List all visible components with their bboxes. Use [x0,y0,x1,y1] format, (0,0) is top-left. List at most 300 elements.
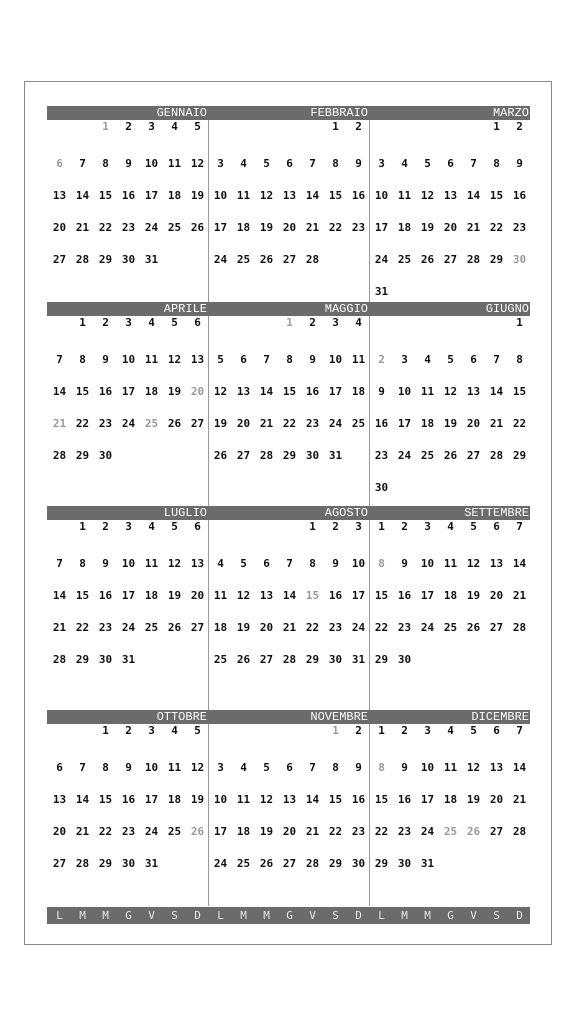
day-cell[interactable]: 11 [351,353,366,366]
day-cell[interactable]: 29 [374,653,389,666]
day-cell[interactable]: 4 [171,724,178,737]
day-cell[interactable]: 5 [263,761,270,774]
day-cell[interactable]: 19 [167,385,182,398]
day-cell[interactable]: 21 [512,793,527,806]
day-cell[interactable]: 14 [75,793,90,806]
day-cell[interactable]: 24 [121,417,136,430]
day-cell[interactable]: 22 [305,621,320,634]
day-cell[interactable]: 26 [466,825,481,838]
day-cell[interactable]: 18 [213,621,228,634]
day-cell[interactable]: 14 [282,589,297,602]
day-cell[interactable]: 1 [378,724,385,737]
day-cell[interactable]: 3 [355,520,362,533]
day-cell[interactable]: 29 [75,449,90,462]
day-cell[interactable]: 10 [213,189,228,202]
day-cell[interactable]: 28 [466,253,481,266]
day-cell[interactable]: 20 [236,417,251,430]
day-cell[interactable]: 27 [190,621,205,634]
day-cell[interactable]: 27 [52,857,67,870]
day-cell[interactable]: 27 [282,857,297,870]
day-cell[interactable]: 25 [397,253,412,266]
day-cell[interactable]: 10 [397,385,412,398]
day-cell[interactable]: 25 [351,417,366,430]
day-cell[interactable]: 26 [190,221,205,234]
day-cell[interactable]: 12 [259,189,274,202]
day-cell[interactable]: 4 [447,520,454,533]
day-cell[interactable]: 3 [332,316,339,329]
day-cell[interactable]: 11 [236,189,251,202]
day-cell[interactable]: 16 [328,589,343,602]
day-cell[interactable]: 17 [144,793,159,806]
day-cell[interactable]: 30 [351,857,366,870]
day-cell[interactable]: 31 [121,653,136,666]
day-cell[interactable]: 29 [282,449,297,462]
day-cell[interactable]: 25 [144,621,159,634]
day-cell[interactable]: 28 [282,653,297,666]
day-cell[interactable]: 8 [102,761,109,774]
day-cell[interactable]: 6 [493,520,500,533]
day-cell[interactable]: 20 [489,589,504,602]
day-cell[interactable]: 18 [443,793,458,806]
day-cell[interactable]: 30 [98,653,113,666]
day-cell[interactable]: 7 [56,557,63,570]
day-cell[interactable]: 31 [144,857,159,870]
day-cell[interactable]: 27 [190,417,205,430]
day-cell[interactable]: 22 [98,825,113,838]
day-cell[interactable]: 31 [328,449,343,462]
day-cell[interactable]: 19 [443,417,458,430]
day-cell[interactable]: 17 [213,221,228,234]
day-cell[interactable]: 30 [98,449,113,462]
day-cell[interactable]: 10 [121,353,136,366]
day-cell[interactable]: 28 [52,653,67,666]
day-cell[interactable]: 31 [351,653,366,666]
day-cell[interactable]: 27 [489,621,504,634]
day-cell[interactable]: 23 [374,449,389,462]
day-cell[interactable]: 21 [512,589,527,602]
day-cell[interactable]: 15 [75,385,90,398]
day-cell[interactable]: 4 [447,724,454,737]
day-cell[interactable]: 28 [52,449,67,462]
day-cell[interactable]: 5 [240,557,247,570]
day-cell[interactable]: 6 [56,157,63,170]
day-cell[interactable]: 11 [397,189,412,202]
day-cell[interactable]: 12 [466,557,481,570]
day-cell[interactable]: 30 [305,449,320,462]
day-cell[interactable]: 2 [355,724,362,737]
day-cell[interactable]: 20 [52,221,67,234]
day-cell[interactable]: 13 [259,589,274,602]
day-cell[interactable]: 2 [102,520,109,533]
day-cell[interactable]: 22 [98,221,113,234]
day-cell[interactable]: 24 [213,253,228,266]
day-cell[interactable]: 15 [374,589,389,602]
day-cell[interactable]: 24 [328,417,343,430]
day-cell[interactable]: 22 [512,417,527,430]
day-cell[interactable]: 27 [443,253,458,266]
day-cell[interactable]: 1 [332,724,339,737]
day-cell[interactable]: 13 [190,353,205,366]
day-cell[interactable]: 13 [52,793,67,806]
day-cell[interactable]: 30 [374,481,389,494]
day-cell[interactable]: 2 [309,316,316,329]
day-cell[interactable]: 6 [470,353,477,366]
day-cell[interactable]: 22 [374,825,389,838]
day-cell[interactable]: 29 [512,449,527,462]
day-cell[interactable]: 7 [263,353,270,366]
day-cell[interactable]: 23 [98,621,113,634]
day-cell[interactable]: 15 [98,793,113,806]
day-cell[interactable]: 8 [286,353,293,366]
day-cell[interactable]: 17 [144,189,159,202]
day-cell[interactable]: 1 [309,520,316,533]
day-cell[interactable]: 2 [332,520,339,533]
day-cell[interactable]: 7 [309,157,316,170]
day-cell[interactable]: 16 [397,793,412,806]
day-cell[interactable]: 28 [305,253,320,266]
day-cell[interactable]: 25 [144,417,159,430]
day-cell[interactable]: 22 [282,417,297,430]
day-cell[interactable]: 20 [259,621,274,634]
day-cell[interactable]: 18 [236,221,251,234]
day-cell[interactable]: 15 [512,385,527,398]
day-cell[interactable]: 1 [286,316,293,329]
day-cell[interactable]: 21 [282,621,297,634]
day-cell[interactable]: 19 [213,417,228,430]
day-cell[interactable]: 5 [263,157,270,170]
day-cell[interactable]: 27 [466,449,481,462]
day-cell[interactable]: 23 [397,621,412,634]
day-cell[interactable]: 6 [286,157,293,170]
day-cell[interactable]: 23 [121,825,136,838]
day-cell[interactable]: 10 [144,761,159,774]
day-cell[interactable]: 8 [493,157,500,170]
day-cell[interactable]: 29 [374,857,389,870]
day-cell[interactable]: 11 [443,761,458,774]
day-cell[interactable]: 12 [259,793,274,806]
day-cell[interactable]: 31 [420,857,435,870]
day-cell[interactable]: 6 [240,353,247,366]
day-cell[interactable]: 31 [144,253,159,266]
day-cell[interactable]: 26 [259,253,274,266]
day-cell[interactable]: 4 [355,316,362,329]
day-cell[interactable]: 21 [52,417,67,430]
day-cell[interactable]: 17 [121,589,136,602]
day-cell[interactable]: 6 [263,557,270,570]
day-cell[interactable]: 14 [512,761,527,774]
day-cell[interactable]: 29 [489,253,504,266]
day-cell[interactable]: 31 [374,285,389,298]
day-cell[interactable]: 30 [121,857,136,870]
day-cell[interactable]: 25 [167,825,182,838]
day-cell[interactable]: 14 [52,589,67,602]
day-cell[interactable]: 26 [443,449,458,462]
day-cell[interactable]: 13 [466,385,481,398]
day-cell[interactable]: 9 [401,761,408,774]
day-cell[interactable]: 2 [401,724,408,737]
day-cell[interactable]: 26 [420,253,435,266]
day-cell[interactable]: 2 [378,353,385,366]
day-cell[interactable]: 9 [309,353,316,366]
day-cell[interactable]: 9 [355,157,362,170]
day-cell[interactable]: 4 [240,157,247,170]
day-cell[interactable]: 13 [190,557,205,570]
day-cell[interactable]: 8 [332,157,339,170]
day-cell[interactable]: 16 [121,793,136,806]
day-cell[interactable]: 13 [443,189,458,202]
day-cell[interactable]: 20 [466,417,481,430]
day-cell[interactable]: 18 [144,385,159,398]
day-cell[interactable]: 25 [236,253,251,266]
day-cell[interactable]: 9 [401,557,408,570]
day-cell[interactable]: 10 [328,353,343,366]
day-cell[interactable]: 10 [420,557,435,570]
day-cell[interactable]: 3 [148,120,155,133]
day-cell[interactable]: 16 [397,589,412,602]
day-cell[interactable]: 22 [75,621,90,634]
day-cell[interactable]: 26 [259,857,274,870]
day-cell[interactable]: 12 [190,157,205,170]
day-cell[interactable]: 26 [190,825,205,838]
day-cell[interactable]: 9 [332,557,339,570]
day-cell[interactable]: 23 [328,621,343,634]
day-cell[interactable]: 9 [125,761,132,774]
day-cell[interactable]: 24 [420,621,435,634]
day-cell[interactable]: 25 [443,825,458,838]
day-cell[interactable]: 9 [378,385,385,398]
day-cell[interactable]: 7 [493,353,500,366]
day-cell[interactable]: 3 [401,353,408,366]
day-cell[interactable]: 4 [424,353,431,366]
day-cell[interactable]: 12 [420,189,435,202]
day-cell[interactable]: 26 [167,621,182,634]
day-cell[interactable]: 20 [282,825,297,838]
day-cell[interactable]: 21 [489,417,504,430]
day-cell[interactable]: 24 [374,253,389,266]
day-cell[interactable]: 5 [447,353,454,366]
day-cell[interactable]: 27 [282,253,297,266]
day-cell[interactable]: 27 [52,253,67,266]
day-cell[interactable]: 12 [443,385,458,398]
day-cell[interactable]: 17 [420,793,435,806]
day-cell[interactable]: 21 [75,825,90,838]
day-cell[interactable]: 19 [259,825,274,838]
day-cell[interactable]: 15 [489,189,504,202]
day-cell[interactable]: 17 [420,589,435,602]
day-cell[interactable]: 21 [259,417,274,430]
day-cell[interactable]: 18 [397,221,412,234]
day-cell[interactable]: 17 [351,589,366,602]
day-cell[interactable]: 26 [236,653,251,666]
day-cell[interactable]: 25 [443,621,458,634]
day-cell[interactable]: 9 [102,353,109,366]
day-cell[interactable]: 8 [309,557,316,570]
day-cell[interactable]: 14 [75,189,90,202]
day-cell[interactable]: 28 [259,449,274,462]
day-cell[interactable]: 28 [75,857,90,870]
day-cell[interactable]: 11 [213,589,228,602]
day-cell[interactable]: 4 [401,157,408,170]
day-cell[interactable]: 20 [52,825,67,838]
day-cell[interactable]: 21 [305,825,320,838]
day-cell[interactable]: 30 [512,253,527,266]
day-cell[interactable]: 14 [466,189,481,202]
day-cell[interactable]: 23 [397,825,412,838]
day-cell[interactable]: 16 [98,385,113,398]
day-cell[interactable]: 19 [167,589,182,602]
day-cell[interactable]: 8 [378,761,385,774]
day-cell[interactable]: 26 [167,417,182,430]
day-cell[interactable]: 1 [493,120,500,133]
day-cell[interactable]: 11 [144,353,159,366]
day-cell[interactable]: 11 [144,557,159,570]
day-cell[interactable]: 14 [305,793,320,806]
day-cell[interactable]: 11 [420,385,435,398]
day-cell[interactable]: 16 [512,189,527,202]
day-cell[interactable]: 25 [213,653,228,666]
day-cell[interactable]: 30 [328,653,343,666]
day-cell[interactable]: 8 [332,761,339,774]
day-cell[interactable]: 27 [236,449,251,462]
day-cell[interactable]: 6 [194,520,201,533]
day-cell[interactable]: 16 [98,589,113,602]
day-cell[interactable]: 1 [79,520,86,533]
day-cell[interactable]: 7 [470,157,477,170]
day-cell[interactable]: 17 [328,385,343,398]
day-cell[interactable]: 18 [167,189,182,202]
day-cell[interactable]: 21 [466,221,481,234]
day-cell[interactable]: 18 [420,417,435,430]
day-cell[interactable]: 16 [121,189,136,202]
day-cell[interactable]: 30 [397,653,412,666]
day-cell[interactable]: 2 [516,120,523,133]
day-cell[interactable]: 24 [121,621,136,634]
day-cell[interactable]: 23 [121,221,136,234]
day-cell[interactable]: 3 [125,520,132,533]
day-cell[interactable]: 3 [217,157,224,170]
day-cell[interactable]: 2 [401,520,408,533]
day-cell[interactable]: 4 [148,520,155,533]
day-cell[interactable]: 15 [305,589,320,602]
day-cell[interactable]: 13 [282,189,297,202]
day-cell[interactable]: 26 [466,621,481,634]
day-cell[interactable]: 18 [236,825,251,838]
day-cell[interactable]: 8 [79,353,86,366]
day-cell[interactable]: 14 [512,557,527,570]
day-cell[interactable]: 22 [75,417,90,430]
day-cell[interactable]: 4 [240,761,247,774]
day-cell[interactable]: 28 [489,449,504,462]
day-cell[interactable]: 13 [236,385,251,398]
day-cell[interactable]: 10 [374,189,389,202]
day-cell[interactable]: 1 [516,316,523,329]
day-cell[interactable]: 10 [420,761,435,774]
day-cell[interactable]: 1 [332,120,339,133]
day-cell[interactable]: 6 [447,157,454,170]
day-cell[interactable]: 4 [217,557,224,570]
day-cell[interactable]: 12 [167,353,182,366]
day-cell[interactable]: 18 [144,589,159,602]
day-cell[interactable]: 11 [236,793,251,806]
day-cell[interactable]: 22 [489,221,504,234]
day-cell[interactable]: 5 [194,724,201,737]
day-cell[interactable]: 26 [213,449,228,462]
day-cell[interactable]: 13 [282,793,297,806]
day-cell[interactable]: 15 [98,189,113,202]
day-cell[interactable]: 17 [213,825,228,838]
day-cell[interactable]: 5 [470,724,477,737]
day-cell[interactable]: 13 [489,557,504,570]
day-cell[interactable]: 16 [351,189,366,202]
day-cell[interactable]: 20 [282,221,297,234]
day-cell[interactable]: 10 [351,557,366,570]
day-cell[interactable]: 20 [443,221,458,234]
day-cell[interactable]: 21 [305,221,320,234]
day-cell[interactable]: 15 [328,189,343,202]
day-cell[interactable]: 7 [516,520,523,533]
day-cell[interactable]: 19 [466,793,481,806]
day-cell[interactable]: 30 [121,253,136,266]
day-cell[interactable]: 12 [190,761,205,774]
day-cell[interactable]: 17 [374,221,389,234]
day-cell[interactable]: 16 [351,793,366,806]
day-cell[interactable]: 29 [305,653,320,666]
day-cell[interactable]: 10 [121,557,136,570]
day-cell[interactable]: 2 [355,120,362,133]
day-cell[interactable]: 22 [328,825,343,838]
day-cell[interactable]: 22 [374,621,389,634]
day-cell[interactable]: 5 [194,120,201,133]
day-cell[interactable]: 12 [236,589,251,602]
day-cell[interactable]: 24 [397,449,412,462]
day-cell[interactable]: 9 [516,157,523,170]
day-cell[interactable]: 2 [125,724,132,737]
day-cell[interactable]: 24 [144,221,159,234]
day-cell[interactable]: 18 [443,589,458,602]
day-cell[interactable]: 20 [190,589,205,602]
day-cell[interactable]: 1 [102,120,109,133]
day-cell[interactable]: 27 [489,825,504,838]
day-cell[interactable]: 15 [374,793,389,806]
day-cell[interactable]: 4 [148,316,155,329]
day-cell[interactable]: 29 [98,857,113,870]
day-cell[interactable]: 5 [171,316,178,329]
day-cell[interactable]: 5 [171,520,178,533]
day-cell[interactable]: 19 [190,189,205,202]
day-cell[interactable]: 9 [355,761,362,774]
day-cell[interactable]: 5 [470,520,477,533]
day-cell[interactable]: 23 [98,417,113,430]
day-cell[interactable]: 14 [305,189,320,202]
day-cell[interactable]: 19 [420,221,435,234]
day-cell[interactable]: 6 [493,724,500,737]
day-cell[interactable]: 10 [213,793,228,806]
day-cell[interactable]: 13 [52,189,67,202]
day-cell[interactable]: 15 [75,589,90,602]
day-cell[interactable]: 24 [351,621,366,634]
day-cell[interactable]: 30 [397,857,412,870]
day-cell[interactable]: 15 [282,385,297,398]
day-cell[interactable]: 14 [259,385,274,398]
day-cell[interactable]: 7 [79,761,86,774]
day-cell[interactable]: 3 [217,761,224,774]
day-cell[interactable]: 2 [125,120,132,133]
day-cell[interactable]: 21 [75,221,90,234]
day-cell[interactable]: 16 [305,385,320,398]
day-cell[interactable]: 1 [378,520,385,533]
day-cell[interactable]: 29 [75,653,90,666]
day-cell[interactable]: 10 [144,157,159,170]
